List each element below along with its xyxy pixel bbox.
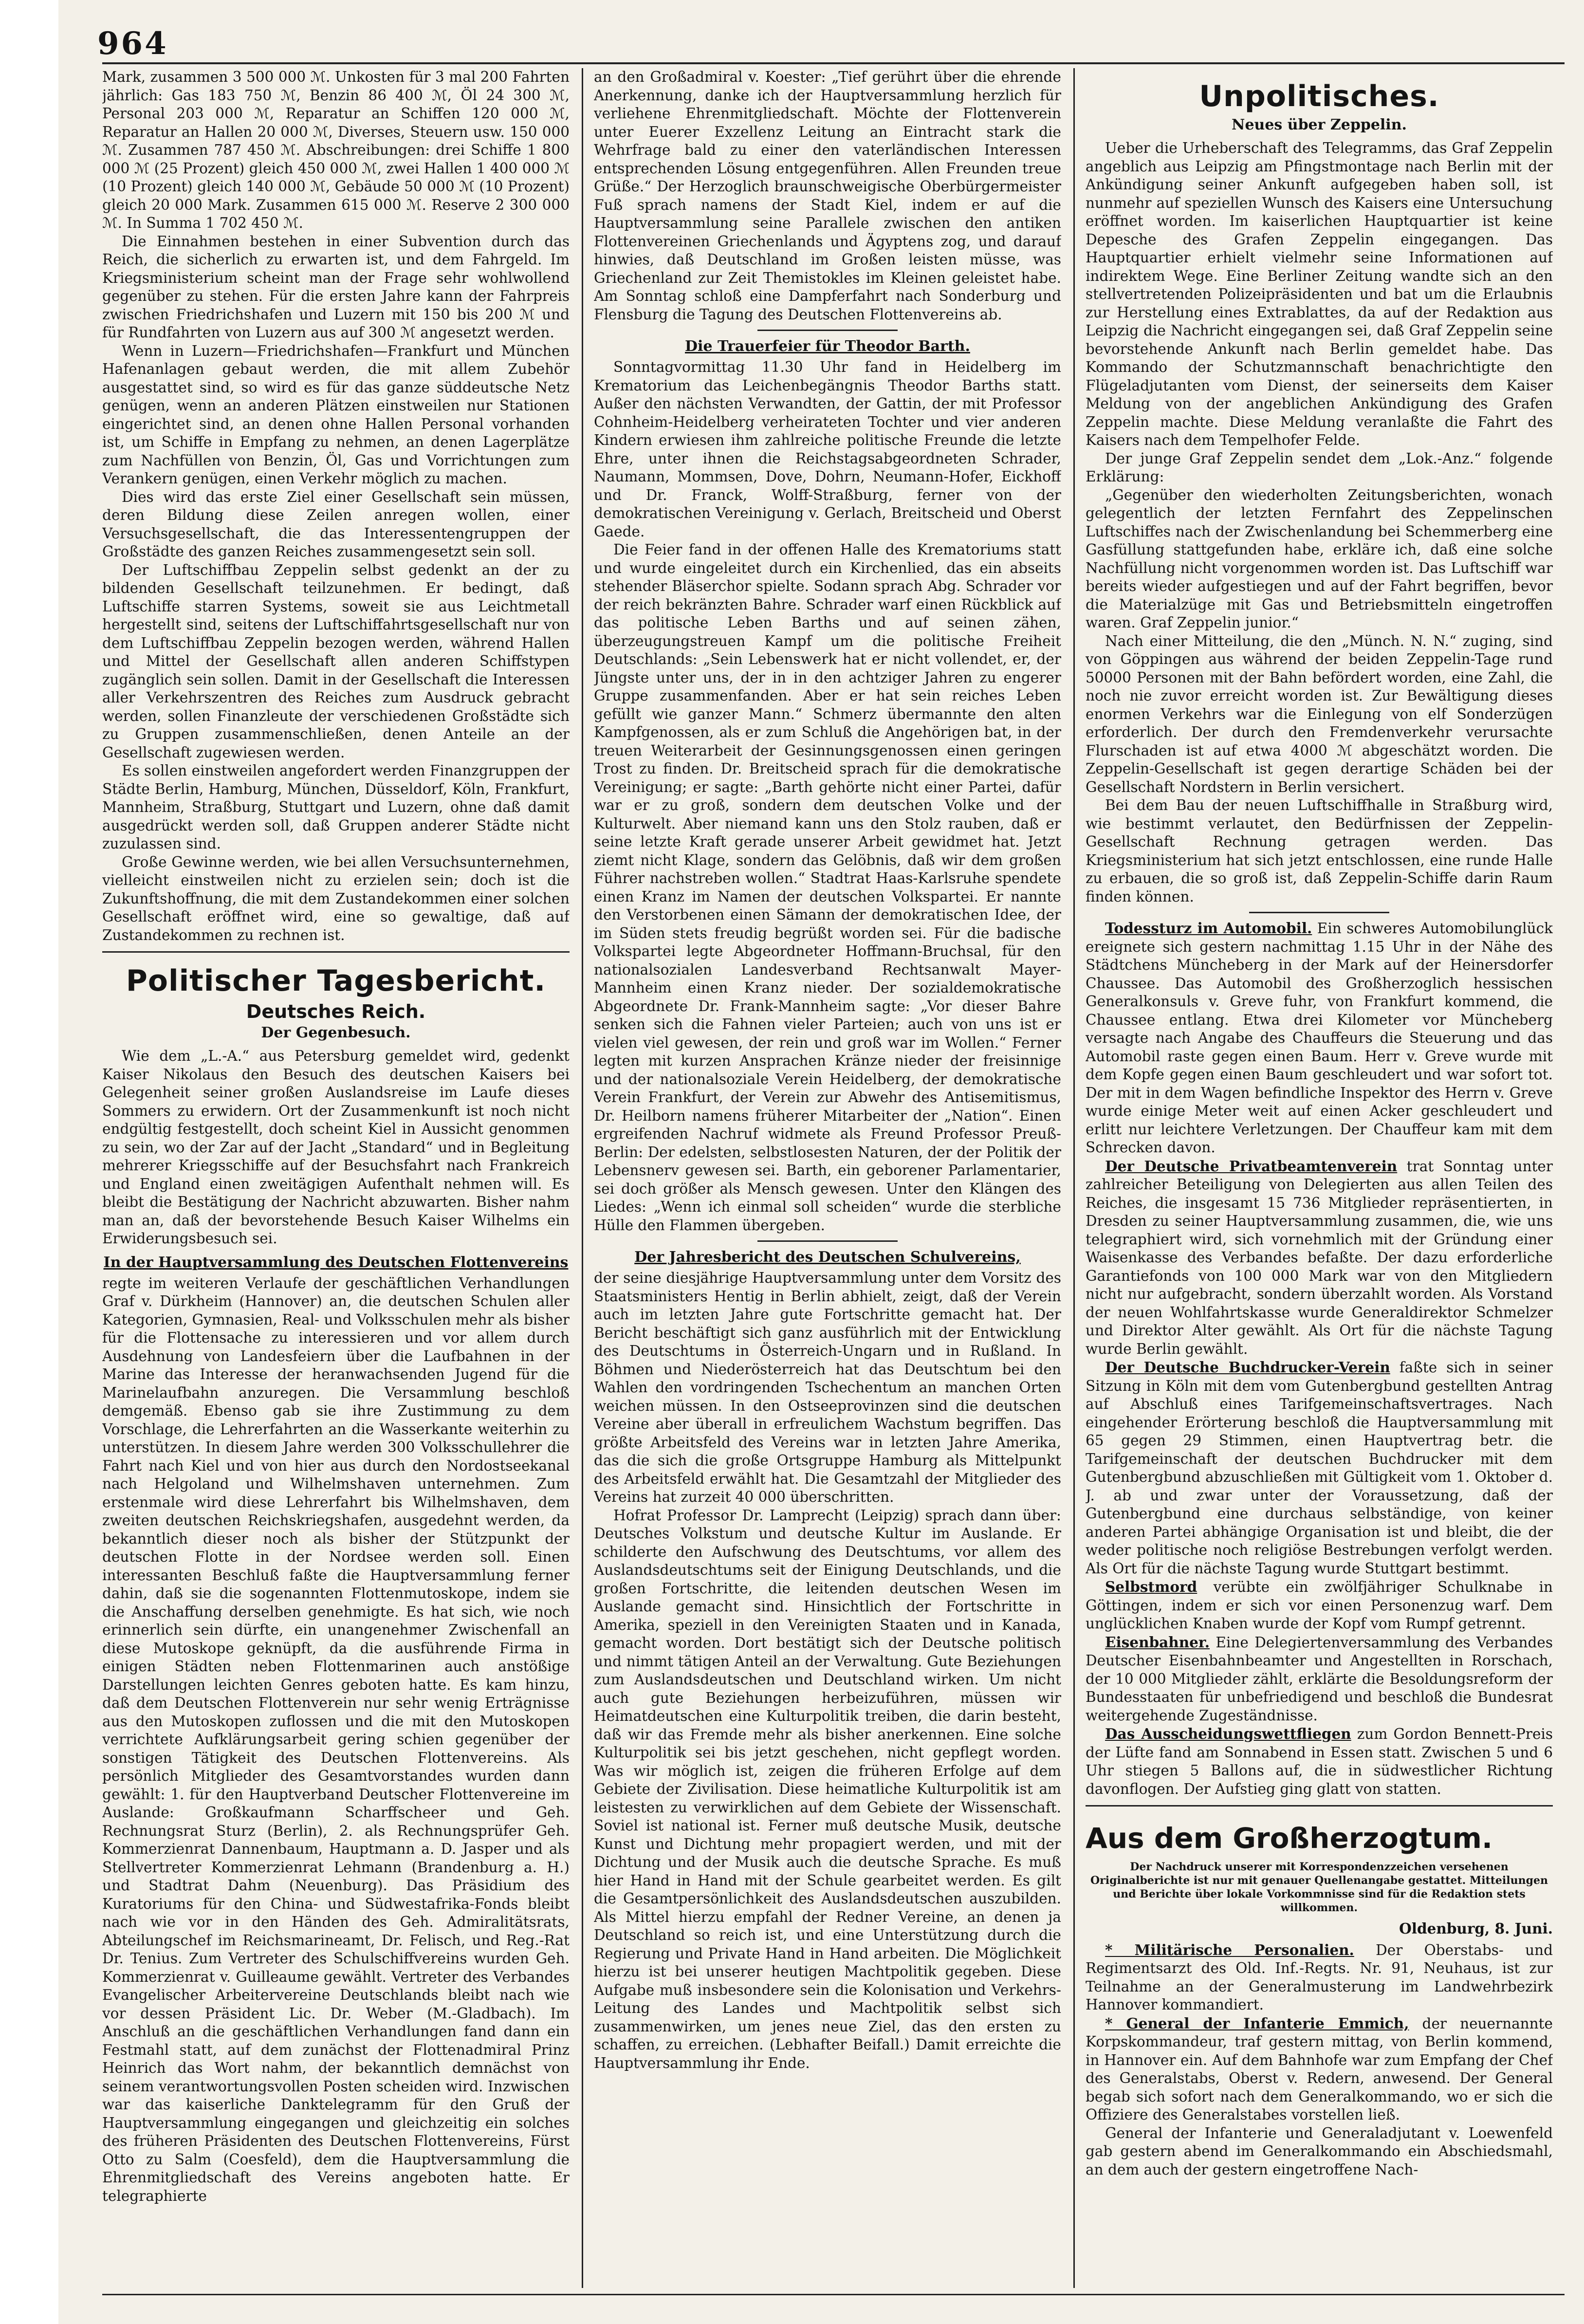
article-title-zeppelin: Neues über Zeppelin. — [1232, 116, 1407, 133]
eisenbahner-item — [1086, 1633, 1553, 1725]
harbor-paragraph: Wenn in Luzern—Friedrichshafen—Frankfurt und München Hafenanlagen gebaut werden, die mit allem Zubehör ausgestattet sind, so wird es für das ganze süddeutsche Netz genügen, wenn an anderen Plätzen einstweilen nur Stationen eingerichtet sind, an denen ohne Hallen Personal vorhanden ist, um Schiffe in Empfang zu nehmen, an denen Lagerplätze zum Nachfüllen von Benzin, Öl, Gas und Vorrichtungen zum Verankern genügen, einen Verkehr möglich zu machen. — [102, 342, 570, 487]
privatbeamten-item — [1086, 1157, 1553, 1359]
article-title-gegenbesuch: Der Gegenbesuch. — [261, 1024, 411, 1041]
reprint-note: Der Nachdruck unserer mit Korrespondenzzeichen versehenen Originalberichte ist nur mit genauer Quellenangabe gestattet. Mitteilungen und Berichte über lokale Vorkommnisse sind für die Redaktion stets willkommen. — [1090, 1861, 1548, 1914]
zeppelin-junior-statement: „Gegenüber den wiederholten Zeitungsberichten, wonach gelegentlich der letzten Fernfahrt des Zeppelinschen Luftschiffes nach der Zwischenlandung bei Schemmerberg eine Gasfüllung stattgefunden habe, erkläre ich, daß eine solche Nachfüllung nicht vorgenommen worden ist. Das Luftschiff war bereits wieder aufgestiegen und auf der Fahrt begriffen, bevor die Materialzüge mit Gas und Betriebsmitteln eingetroffen waren. Graf Zeppelin junior.“ — [1086, 486, 1553, 631]
article-head-barth: Die Trauerfeier für Theodor Barth. — [685, 338, 970, 355]
finance-groups-paragraph: Es sollen einstweilen angefordert werden Finanzgruppen der Städte Berlin, Hamburg, München, Düsseldorf, Köln, Frankfurt, Mannheim, Straßburg, Stuttgart und Luzern, ohne daß damit ausgedrückt werden soll, daß Gruppen anderer Städte nicht zuzulassen sind. — [102, 762, 570, 852]
gegenbesuch-paragraph: Wie dem „L.-A.“ aus Petersburg gemeldet wird, gedenkt Kaiser Nikolaus den Besuch des deutschen Kaisers bei Gelegenheit seiner großen Auslandsreise im Laufe dieses Sommers zu erwidern. Ort der Zusammenkunft ist noch nicht endgültig festgestellt, doch scheint Kiel in Aussicht genommen zu sein, wo der Zar auf der Jacht „Standard“ und in Begleitung mehrerer Kriegsschiffe auf der Besuchsfahrt nach Frankreich und England einen zweitägigen Aufenthalt nehmen will. Es bleibt die Bestätigung der Nachricht abzuwarten. Bisher nahm man an, daß der bevorstehende Besuch Kaiser Wilhelms ein Erwiderungsbesuch sei. — [102, 1048, 570, 1247]
section-title-unpolitisches: Unpolitisches. — [1199, 79, 1439, 113]
emmich-text: der neuernannte Korpskommandeur, traf gestern mittag, von Berlin kommend, in Hannover ein. Auf dem Bahnhofe war zum Empfang der Chef des Generalstabs, Oberst v. Redern, anwesend. Der General begab sich sofort nach dem Generalkommando, wo er sich die Offiziere des Generalstabes vorstellen ließ. — [1086, 2015, 1553, 2123]
zeppelin-company-paragraph: Der Luftschiffbau Zeppelin selbst gedenkt an der zu bildenden Gesellschaft teilzunehmen. Er bedingt, daß Luftschiffe starren Systems, soweit sie aus Leichtmetall hergestellt sind, seitens der Luftschiffahrtsgesellschaft nur von dem Luftschiffbau Zeppelin bezogen werden, während Hallen und Mittel der Gesellschaft allen anderen Schiffstypen zugänglich sein sollen. Damit in der Gesellschaft die Interessen aller Verkehrszentren des Reiches zum Ausdruck gebracht werden, sollen Finanzleute der verschiedenen Großstädte sich zu Gruppen zusammenschließen, denen Anteile an der Gesellschaft zugewiesen werden. — [102, 561, 570, 761]
wettfliegen-item — [1086, 1725, 1553, 1798]
section-subtitle-reich: Deutsches Reich. — [246, 1001, 426, 1022]
buchdrucker-text: faßte sich in seiner Sitzung in Köln mit dem vom Gutenbergbund gestellten Antrag auf Abschluß eines Tarifgemeinschaftsvertrages. Nach eingehender Erörterung beschloß die Hauptversammlung mit 65 gegen 29 Stimmen, einen Hauptvertrag betr. die Tarifgemeinschaft der deutschen Buchdrucker mit dem Gutenbergbund abzuschließen mit Gültigkeit vom 1. Oktober d. J. ab und zwar unter der Voraussetzung, daß der Gutenbergbund eine durchaus selbständige, von keiner anderen Partei abhängige Organisation ist und bleibt, die der weder politische noch religiöse Bestrebungen verfolgt werden. Als Ort für die nächste Tagung wurde Stuttgart bestimmt. — [1086, 1359, 1553, 1577]
automobil-item — [1086, 919, 1553, 1157]
personalien-item — [1086, 1941, 1553, 2014]
bottom-rule — [102, 2294, 1565, 2295]
separator — [1249, 912, 1389, 913]
wettfliegen-lead: Das Ausscheidungswettfliegen — [1105, 1725, 1351, 1742]
automobil-text: Ein schweres Automobilunglück ereignete sich gestern nachmittag 1.15 Uhr in der Nähe des Städtchens Müncheberg in der Mark auf der Heinersdorfer Chaussee. Das Automobil des Großherzoglich hessischen Generalkonsuls v. Greve fuhr, von Frankfurt kommend, die Chaussee entlang. Etwa drei Kilometer vor Müncheberg versagte nach Angabe des Chauffeurs die Steuerung und das Automobil raste gegen einen Baum. Herr v. Greve wurde mit dem Kopfe gegen einen Baum geschleudert und war sofort tot. Der mit in dem Wagen befindliche Inspektor des Herrn v. Greve wurde einige Meter weit auf einen Acker geschleudert und erlitt nur leichtere Verletzungen. Der Chauffeur kam mit dem Schrecken davon. — [1086, 920, 1553, 1156]
column-divider-2 — [1073, 68, 1075, 2288]
zeppelin-cost-paragraph: Mark, zusammen 3 500 000 ℳ. Unkosten für 3 mal 200 Fahrten jährlich: Gas 183 750 ℳ, Benzin 86 400 ℳ, Öl 24 300 ℳ, Personal 203 000 ℳ, Reparatur an Schiffen 120 000 ℳ, Reparatur an Hallen 20 000 ℳ, Diverses, Steuern usw. 150 000 ℳ. Zusammen 787 450 ℳ. Abschreibungen: drei Schiffe 1 800 000 ℳ (25 Prozent) gleich 450 000 ℳ, zwei Hallen 1 400 000 ℳ (10 Prozent) gleich 140 000 ℳ, Gebäude 50 000 ℳ (10 Prozent) gleich 20 000 Mark. Zusammen 615 000 ℳ. Reserve 2 300 000 ℳ. In Summa 1 702 450 ℳ. — [102, 69, 570, 231]
buchdrucker-item — [1086, 1358, 1553, 1578]
column-1 — [102, 68, 570, 2288]
schulverein-paragraph-2: Hofrat Professor Dr. Lamprecht (Leipzig) sprach dann über: Deutsches Volkstum und deutsche Kultur im Auslande. Er schilderte den Aufschwung des Deutschtums, vor allem des Auslandsdeutschtums seit der Einigung Deutschlands, und die großen Fortschritte, die leitenden deutschen Wesen im Auslande gemacht sind. Hinsichtlich der Fortschritte in Amerika, speziell in den Vereinigten Staaten und in Kanada, gemacht worden. Dort bestätigt sich der Deutsche politisch und nimmt tätigen Anteil an der Verwaltung. Gute Beziehungen zum Auslandsdeutschen und Deutschland wirken. Um nicht auch gute Beziehungen herbeizuführen, müssen wir Heimatdeutschen eine Kulturpolitik treiben, die darin besteht, daß wir das Fremde mehr als bisher anerkennen. Eine solche Kulturpolitik sei bis jetzt geschehen, nicht gepflegt worden. Was wir möglich ist, zeigen die früheren Erfolge auf dem Gebiete der Zivilisation. Diese heimatliche Kulturpolitik ist am leistesten zu verwirklichen auf dem Gebiete der Wissenschaft. Soviel ist national ist. Ferner muß deutsche Musik, deutsche Kunst und Dichtung mehr propagiert werden, und mit der Dichtung und der Musik auch die deutsche Sprache. Es muß hier Hand in Hand mit der Schule gearbeitet werden. Es gilt die Gesamtpersönlichkeit des Auslandsdeutschen auszubilden. Als Mittel hierzu empfahl der Redner Vereine, an denen ja Deutschland so reich ist, und eine Unterstützung durch die Regierung und Private Hand in Hand arbeiten. Die Möglichkeit hierzu ist bei unserer heutigen Machtpolitik gegeben. Diese Aufgabe muß insbesondere sein die Kolonisation und Verkehrs-Leitung des Landes und Machtpolitik selbst sich zusammenwirken, um jenes neue Ziel, das den ersten zu schaffen, zu erreichen. (Lebhafter Beifall.) Damit erreichte die Hauptversammlung ihr Ende. — [594, 1507, 1061, 2071]
dateline: Oldenburg, 8. Juni. — [1399, 1920, 1553, 1937]
loewenfeld-paragraph: General der Infanterie und Generaladjutant v. Loewenfeld gab gestern abend im Generalkommando ein Abschiedsmahl, an dem auch der gestern eingetroffene Nach- — [1086, 2124, 1553, 2178]
emmich-lead: * General der Infanterie Emmich, — [1105, 2014, 1409, 2032]
automobil-lead: Todessturz im Automobil. — [1105, 920, 1312, 937]
zeppelin-news-paragraph: Ueber die Urheberschaft des Telegramms, das Graf Zeppelin angeblich aus Leipzig am Pfingstmontage nach Berlin mit der Ankündigung seiner Ankunft aufgegeben haben soll, ist nunmehr auf speziellen Wunsch des Kaisers eine Untersuchung eröffnet worden. Im kaiserlichen Hauptquartier ist keine Depesche des Grafen Zeppelin eingegangen. Das Hauptquartier erhielt vielmehr seine Informationen auf indirektem Wege. Eine Berliner Zeitung wandte sich an den stellvertretenden Polizeipräsidenten und bat um die Erlaubnis zur Herstellung eines Extrablattes, da auf der Redaktion aus Leipzig die Nachricht eingegangen sei, daß Graf Zeppelin seine bevorstehende Ankunft nach Berlin gemeldet habe. Das Kommando der Schutzmannschaft benachrichtigte den Flügeladjutanten vom Dienst, der seinerseits dem Kaiser Meldung von der angeblichen Ankündigung des Grafen Zeppelin machte. Diese Meldung veranlaßte die Fahrt des Kaisers nach dem Tempelhofer Felde. — [1086, 140, 1553, 448]
separator — [757, 1240, 898, 1242]
eisenbahner-text: Eine Delegiertenversammlung des Verbandes Deutscher Eisenbahnbeamter und Angestellten in Rorschach, der 10 000 Mitglieder zählt, erklärte die Besoldungsreform der Bundesstaaten für unbefriedigend und beschloß die Bundesrat weitergehende Zugeständnisse. — [1086, 1634, 1553, 1724]
flottenverein-continued: an den Großadmiral v. Koester: „Tief gerührt über die ehrende Anerkennung, danke ich der Hauptversammlung herzlich für verliehene Ehrenmitgliedschaft. Möchte der Flottenverein unter Euerer Exzellenz Leitung an Eintracht stark die Wehrfrage bald zu einer den vaterländischen Interessen entsprechenden Lösung entgegenführen. Allen Freunden treue Grüße.“ Der Herzoglich braunschweigische Oberbürgermeister Fuß sprach namens der Stadt Kiel, indem er auf die Hauptversammlung seine Parallele zwischen den antiken Flottenvereinen Griechenlands und Ägyptens zog, und darauf hinwies, daß Deutschland im Großen leisten müsse, was Griechenland zur Zeit Themistokles im Kleinen geleistet habe. Am Sonntag schloß eine Dampferfahrt nach Sonderburg und Flensburg die Tagung des Deutschen Flottenvereins ab. — [594, 69, 1061, 323]
zeppelin-junior-intro: Der junge Graf Zeppelin sendet dem „Lok.-Anz.“ folgende Erklärung: — [1086, 450, 1553, 485]
section-title-grossherzogtum: Aus dem Großherzogtum. — [1086, 1822, 1492, 1855]
column-3 — [1086, 68, 1553, 2288]
profits-paragraph: Große Gewinne werden, wie bei allen Versuchsunternehmen, vielleicht einstweilen nicht zu erzielen sein; doch ist die Zukunftshoffnung, die mit dem Zustandekommen einer solchen Gesellschaft eröffnet wird, eine so gewaltige, daß auf Zustandekommen zu rechnen ist. — [102, 853, 570, 943]
personalien-lead: * Militärische Personalien. — [1105, 1941, 1354, 1958]
buchdrucker-lead: Der Deutsche Buchdrucker-Verein — [1105, 1359, 1390, 1376]
schulverein-paragraph-1: der seine diesjährige Hauptversammlung unter dem Vorsitz des Staatsministers Hentig in Berlin abhielt, zeigt, daß der Verein auch im letzten Jahre gute Fortschritte gemacht hat. Der Bericht beschäftigt sich ganz ausführlich mit der Entwicklung des Deutschtums in Österreich-Ungarn und in Rußland. In Böhmen und Niederösterreich hat das Deutschtum bei den Wahlen den vordringenden Tschechentum an manchen Orten weichen müssen. In den Ostseeprovinzen sind die deutschen Vereine aber überall in erfreulichem Wachstum begriffen. Das größte Arbeitsfeld des Vereins war in letzten Jahre Amerika, das die sich die große Ortsgruppe Hamburg als Mittelpunkt des Arbeitsfeld erwählt hat. Die Gesamtzahl der Mitglieder des Vereins hat zurzeit 40 000 überschritten. — [594, 1270, 1061, 1505]
eisenbahner-lead: Eisenbahner. — [1105, 1633, 1210, 1651]
barth-paragraph-1: Sonntagvormittag 11.30 Uhr fand in Heidelberg im Krematorium das Leichenbegängnis Theodor Barths statt. Außer den nächsten Verwandten, der Gattin, der mit Professor Cohnheim-Heidelberg verheirateten Tochter und vier anderen Kindern erwiesen ihm zahlreiche politische Freunde die letzte Ehre, unter ihnen die Reichstagsabgeordneten Schrader, Naumann, Mommsen, Dove, Dohrn, Neumann-Hofer, Eickhoff und Dr. Franck, Wolff-Straßburg, ferner von der demokratischen Vereinigung v. Gerlach, Breitscheid und Oberst Gaede. — [594, 359, 1061, 540]
separator — [102, 951, 570, 953]
top-rule — [102, 62, 1565, 64]
separator — [757, 330, 898, 331]
personalien-text: Der Oberstabs- und Regimentsarzt des Old. Inf.-Regts. Nr. 91, Neuhaus, ist zur Teilnahme an der Generalmusterung im Landwehrbezirk Hannover kommandiert. — [1086, 1941, 1553, 2013]
flottenverein-paragraph: regte im weiteren Verlaufe der geschäftlichen Verhandlungen Graf v. Dürkheim (Hannover) an, die deutschen Schulen aller Kategorien, Gymnasien, Real- und Volksschulen mehr als bisher für die Flottensache zu interessieren und vor allem durch Ausdehnung von Landesfeiern über die Laufbahnen in der Marine das Interesse der heranwachsenden Jugend für die Marinelaufbahn anzuregen. Die Versammlung beschloß demgemäß. Ebenso gab sie ihre Zustimmung zu dem Vorschlage, die Lehrerfahrten an die Wasserkante weiterhin zu unterstützen. In diesem Jahre werden 300 Volksschullehrer die Fahrt nach Kiel und von hier aus durch den Nordostseekanal nach Helgoland und Wilhelmshaven unternehmen. Zum erstenmale wird diese Lehrerfahrt bis Wilhelmshaven, dem zweiten deutschen Reichskriegshafen, ausgedehnt werden, da bekanntlich dieser noch als bisher der Stützpunkt der deutschen Flotte in der Nordsee werden soll. Einen interessanten Beschluß faßte die Hauptversammlung ferner dahin, daß sie die sogenannten Flottenmutoskope, indem sie die Anschaffung derselben genehmigte. Es hat sich, wie noch erinnerlich sein dürfte, ein unangenehmer Zwischenfall an diese Mutoskope geknüpft, da die ausführende Firma in einigen Städten neben Flottenmarinen auch anstößige Darstellungen leichten Genres geboten hatte. Es kam hinzu, daß dem Deutschen Flottenverein nur sehr wenig Erträgnisse aus den Mutoskopen zuflossen und die mit den Mutoskopen verrichtete Aufklärungsarbeit gering schien gegenüber der sonstigen Tätigkeit des Deutschen Flottenvereins. Als persönlich Mitglieder des Gesamtvorstandes wurden dann gewählt: 1. für den Hauptverband Deutscher Flottenvereine im Auslande: Großkaufmann Scharffscheer und Geh. Rechnungsrat Sturz (Berlin), 2. als Rechnungsprüfer Geh. Kommerzienrat Dannenbaum, Hauptmann a. D. Jasper und als Stellvertreter Kommerzienrat Lehmann (Brandenburg a. H.) und Stadtrat Dahm (Neuenburg). Das Präsidium des Kuratoriums für den China- und Südwestafrika-Fonds bleibt nach wie vor in den Händen des Geh. Admiralitätsrats, Abteilungschef im Reichsmarineamt, Dr. Felisch, und Reg.-Rat Dr. Tenius. Zum Vertreter des Schulschiffvereins wurden Geh. Kommerzienrat v. Guilleaume gewählt. Vertreter des Verbandes Evangelischer Arbeitervereine Deutschlands bleibt nach wie vor dessen Präsident Lic. Dr. Weber (M.-Gladbach). Im Anschluß an die geschäftlichen Verhandlungen fand dann ein Festmahl statt, auf dem zunächst der Flottenadmiral Prinz Heinrich das Wort nahm, der bekanntlich demnächst von seinem verantwortungsvollen Posten scheiden wird. Inzwischen war das kaiserliche Danktelegramm für den Gruß der Hauptversammlung eingegangen und gleichzeitig ein solches des früheren Präsidenten des Deutschen Flottenvereins, Fürst Otto zu Salm (Coesfeld), dem die Hauptversammlung die Ehrenmitgliedschaft des Vereins angeboten hatte. Er telegraphierte — [102, 1274, 570, 2204]
income-paragraph: Die Einnahmen bestehen in einer Subvention durch das Reich, die sicherlich zu erwarten ist, und dem Fahrgeld. Im Kriegsministerium scheint man der Frage sehr wohlwollend gegenüber zu stehen. Für die ersten Jahre kann der Fahrpreis zwischen Friedrichshafen und Luzern mit 150 bis 200 ℳ und für Rundfahrten von Luzern aus auf 300 ℳ angesetzt werden. — [102, 233, 570, 341]
column-divider-1 — [582, 68, 583, 2288]
page-number: 964 — [97, 25, 168, 62]
privatbeamten-text: trat Sonntag unter zahlreicher Beteiligung von Delegierten aus allen Teilen des Reiches, die insgesamt 15 736 Mitglieder repräsentierten, in Dresden zu seiner Hauptversammlung zusammen, die, wie uns telegraphiert wird, sich vornehmlich mit der Gründung einer Waisenkasse des Verbandes befaßte. Der dazu erforderliche Garantiefonds von 100 000 Mark war von den Mitgliedern nicht nur aufgebracht, sondern überzahlt worden. Als Vorstand der neuen Wohlfahrtskasse wurde Generaldirektor Schmelzer und Direktor Alter gewählt. Als Ort für die nächste Tagung wurde Berlin gewählt. — [1086, 1158, 1553, 1357]
section-title-politics: Politischer Tagesbericht. — [126, 964, 546, 998]
barth-paragraph-2: Die Feier fand in der offenen Halle des Krematoriums statt und wurde eingeleitet durch ein Kirchenlied, das ein abseits stehender Bläserchor spielte. Sodann sprach Abg. Schrader vor der reich bekränzten Bahre. Schrader warf einen Rückblick auf das politische Leben Barths und auf seinen zähen, überzeugungstreuen Kampf um die politische Freiheit Deutschlands: „Sein Lebenswerk hat er nicht vollendet, er, der Jüngste unter uns, der in in den achtziger Jahren zu engerer Gruppe zusammenfanden. Aber er hat sein reiches Leben gefüllt wie ganzer Mann.“ Schmerz übermannte den alten Kampfgenossen, als er zum Schluß die Angehörigen bat, in der treuen Weiterarbeit der Gesinnungsgenossen einen geringen Trost zu finden. Dr. Breitscheid sprach für die demokratische Vereinigung; er sagte: „Barth gehörte nicht einer Partei, dafür war er zu groß, sondern dem deutschen Volke und der Kulturwelt. Aber niemand kann uns den Stolz rauben, daß er seine letzte Kraft gerade unserer Arbeit gewidmet hat. Jetzt ziemt nicht Klage, sondern das Gelöbnis, daß wir dem großen Führer nachstreben wollen.“ Stadtrat Haas-Karlsruhe spendete einen Kranz im Namen der deutschen Volkspartei. Er nannte den Verstorbenen einen Sämann der demokratischen Idee, der im Süden stets freudig begrüßt worden sei. Für die badische Volkspartei legte Abgeordneter Hoffmann-Bruchsal, für den nationalsozialen Landesverband Rechtsanwalt Mayer-Mannheim einen Kranz nieder. Der sozialdemokratische Abgeordnete Dr. Frank-Mannheim sagte: „Vor dieser Bahre senken sich die Fahnen vieler Parteien; auch von uns ist er vielen viel gewesen, der rein und groß war im Wollen.“ Ferner legten mit kurzen Ansprachen Kränze nieder der freisinnige und der nationalsoziale Verein Heidelberg, der demokratische Verein Frankfurt, der Verein zur Abwehr des Antisemitismus, Dr. Heilborn namens früherer Mitarbeiter der „Nation“. Einen ergreifenden Nachruf widmete als Freund Professor Preuß-Berlin: Der edelsten, selbstlosesten Naturen, der der Politik der Lebensnerv gewesen sei. Barth, ein geborener Parlamentarier, sei doch größer als Mensch gewesen. Unter den Klängen des Liedes: „Wenn ich einmal soll scheiden“ wurde die sterbliche Hülle den Flammen übergeben. — [594, 541, 1061, 1234]
privatbeamten-lead: Der Deutsche Privatbeamtenverein — [1105, 1157, 1398, 1175]
selbstmord-item — [1086, 1578, 1553, 1633]
column-2 — [594, 68, 1061, 2288]
goal-paragraph: Dies wird das erste Ziel einer Gesellschaft sein müssen, deren Bildung diese Zeilen anregen wollen, einer Versuchsgesellschaft, die das Interessentengruppen der Großstädte des ganzen Reiches zusammengesetzt sein soll. — [102, 488, 570, 560]
article-head-schulverein: Der Jahresbericht des Deutschen Schulvereins, — [634, 1249, 1021, 1266]
article-head-flottenverein: In der Hauptversammlung des Deutschen Flottenvereins — [103, 1254, 569, 1271]
separator — [1086, 1805, 1553, 1807]
selbstmord-text: verübte ein zwölfjähriger Schulknabe in Göttingen, indem er sich vor einen Personenzug warf. Dem unglücklichen Knaben wurde der Kopf vom Rumpf getrennt. — [1086, 1579, 1553, 1632]
selbstmord-lead: Selbstmord — [1105, 1578, 1197, 1595]
strassburg-paragraph: Bei dem Bau der neuen Luftschiffhalle in Straßburg wird, wie bestimmt verlautet, den Bedürfnissen der Zeppelin-Gesellschaft Rechnung getragen werden. Das Kriegsministerium hat sich jetzt entschlossen, eine runde Halle zu erbauen, die so groß ist, daß Zeppelin-Schiffe darin Raum finden können. — [1086, 797, 1553, 905]
goeppingen-paragraph: Nach einer Mitteilung, die den „Münch. N. N.“ zuging, sind von Göppingen aus während der beiden Zeppelin-Tage rund 50000 Personen mit der Bahn befördert worden, eine Zahl, die noch nie zuvor erreicht worden ist. Zur Bewältigung dieses enormen Verkehrs war die Einlegung von elf Sonderzügen erforderlich. Der durch den Fremdenverkehr verursachte Flurschaden ist auf etwa 4000 ℳ abgeschätzt worden. Die Zeppelin-Gesellschaft ist gegen derartige Schäden bei der Gesellschaft Nordstern in Berlin versichert. — [1086, 632, 1553, 795]
emmich-item — [1086, 2014, 1553, 2124]
wettfliegen-text: zum Gordon Bennett-Preis der Lüfte fand am Sonnabend in Essen statt. Zwischen 5 und 6 Uhr stiegen 5 Ballons auf, die in südwestlicher Richtung davonflogen. Der Aufstieg ging glatt von statten. — [1086, 1726, 1553, 1797]
